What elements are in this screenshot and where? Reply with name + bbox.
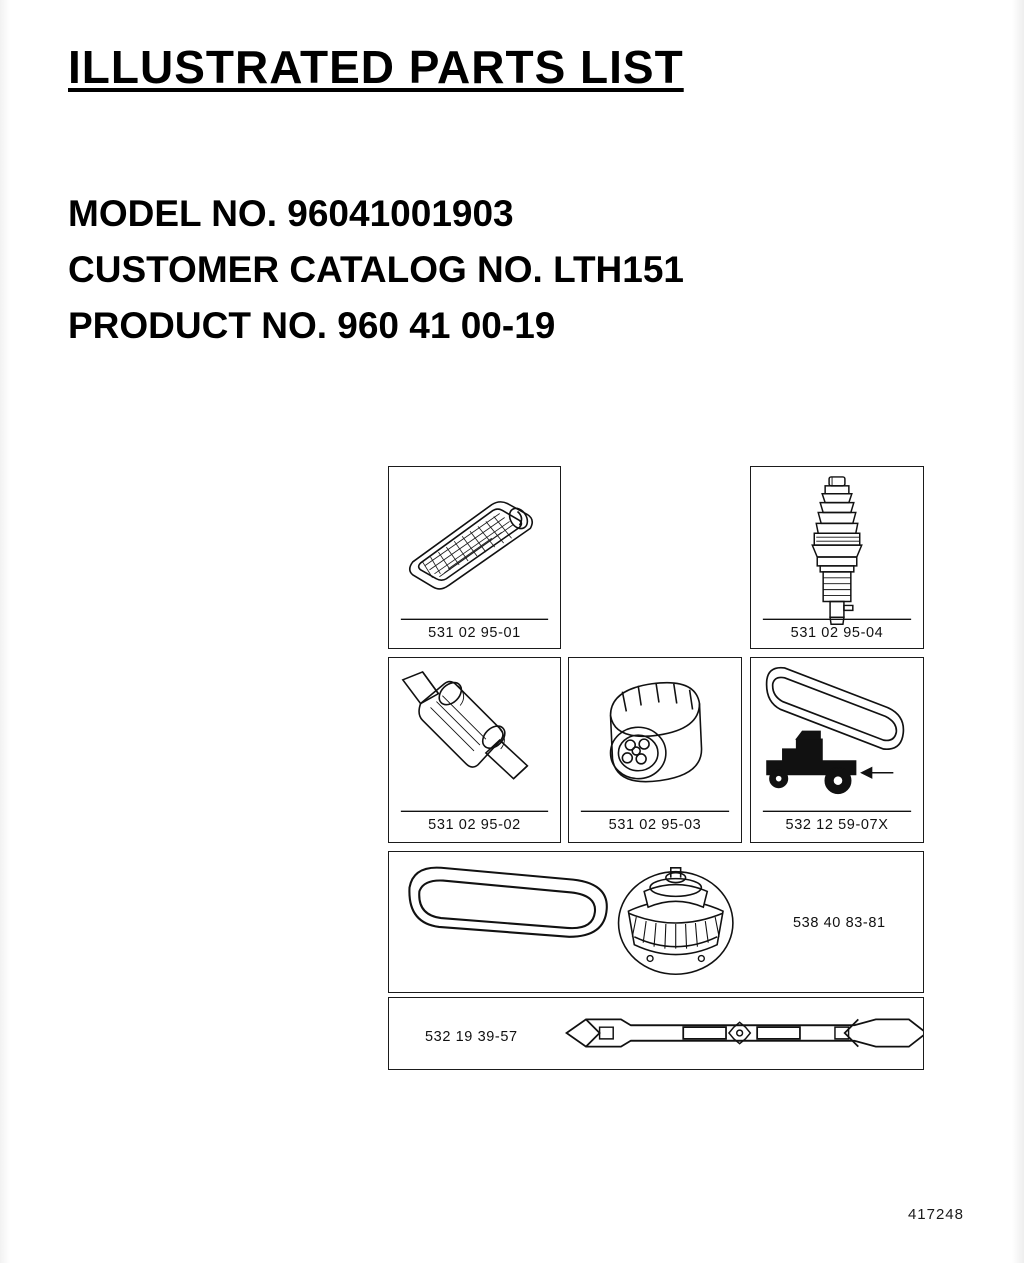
part-number-drive-belt: 532 12 59-07X [785,817,889,833]
part-number-oil-filter: 531 02 95-03 [608,817,702,833]
part-box-drive-belt [750,657,924,843]
identification-block [68,186,684,355]
page-edge-right [1012,0,1024,1263]
customer-catalog-number-line: CUSTOMER CATALOG NO. LTH151 [68,249,685,291]
part-number-fuel-filter: 531 02 95-02 [428,817,521,833]
page-edge-left [0,0,10,1263]
product-number-line: PRODUCT NO. 960 41 00-19 [68,305,556,347]
model-number-line: MODEL NO. 96041001903 [68,193,514,234]
part-box-mower-belt-and-spindle [388,851,924,993]
page-title: ILLUSTRATED PARTS LIST [68,41,684,93]
part-number-spark-plug: 531 02 95-04 [790,625,884,641]
part-box-mower-blade [388,997,924,1070]
oil-filter-icon [569,658,741,842]
part-number-mower-belt-spindle: 538 40 83-81 [793,915,886,931]
fuel-filter-icon [389,658,560,842]
part-box-oil-filter [568,657,742,843]
illustrated-parts-grid [388,466,928,1070]
part-number-air-filter: 531 02 95-01 [428,625,521,641]
spark-plug-icon [751,467,923,648]
part-box-air-filter [388,466,561,649]
document-footer-code: 417248 [907,1206,964,1223]
air-filter-icon [389,467,560,648]
part-number-mower-blade: 532 19 39-57 [425,1029,518,1045]
part-box-fuel-filter [388,657,561,843]
drive-belt-tractor-icon [751,658,923,842]
part-box-spark-plug [750,466,924,649]
